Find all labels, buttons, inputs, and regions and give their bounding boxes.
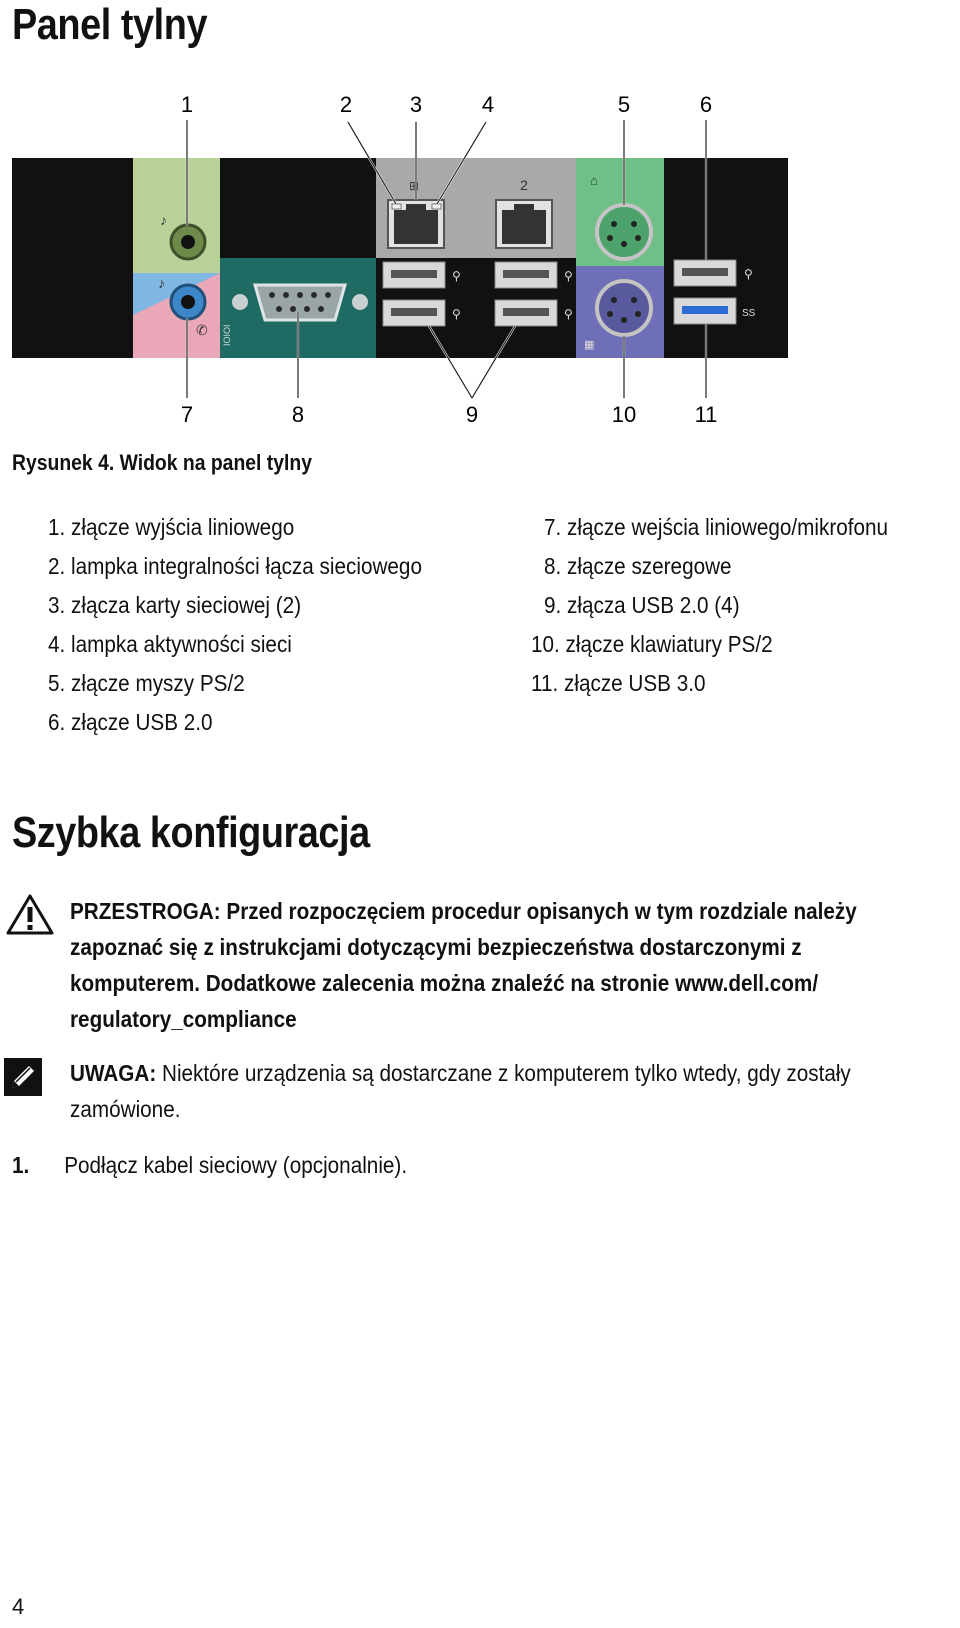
caution-text: [70, 893, 934, 1037]
ps2-mouse-port: [597, 205, 651, 259]
callout-1: 1: [180, 92, 194, 117]
nic2-mark: 2: [520, 177, 528, 193]
step-1: [12, 1152, 407, 1179]
note-label: UWAGA:: [70, 1060, 157, 1086]
legend-num: 11.: [531, 670, 559, 696]
legend-item-1: [48, 514, 294, 541]
step-text: Podłącz kabel sieciowy (opcjonalnie).: [64, 1152, 408, 1178]
usb-icon: ⚲: [564, 307, 573, 321]
figure-caption: Rysunek 4. Widok na panel tylny: [12, 450, 312, 475]
audio-in-icon: ♪: [158, 275, 165, 291]
legend-text: złącze wejścia liniowego/mikrofonu: [567, 514, 889, 540]
usb-icon: ⚲: [452, 307, 461, 321]
keyboard-icon: ▦: [584, 339, 595, 351]
note-pencil-icon: [4, 1058, 42, 1096]
legend-item-8: [544, 553, 732, 580]
callout-2: 2: [339, 92, 353, 117]
legend-text: lampka aktywności sieci: [71, 631, 292, 657]
legend-item-10: [531, 631, 773, 658]
legend-text: złącze szeregowe: [567, 553, 732, 579]
legend-num: 6.: [48, 709, 66, 735]
legend-text: złącza karty sieciowej (2): [71, 592, 302, 618]
legend-text: złącze USB 2.0: [71, 709, 213, 735]
note-line: zamówione.: [70, 1096, 181, 1122]
legend-text: lampka integralności łącza sieciowego: [71, 553, 422, 579]
legend-text: złącza USB 2.0 (4): [567, 592, 740, 618]
legend-text: złącze wyjścia liniowego: [71, 514, 295, 540]
callout-8: 8: [291, 402, 305, 427]
rear-panel-illustration: [0, 80, 960, 440]
usb-icon: ⚲: [744, 267, 753, 281]
legend-num: 7.: [544, 514, 562, 540]
callout-9: 9: [465, 402, 479, 427]
page-title: Panel tylny: [12, 0, 208, 49]
step-number: 1.: [12, 1152, 30, 1178]
legend-text: złącze klawiatury PS/2: [565, 631, 773, 657]
callout-5: 5: [617, 92, 631, 117]
legend-num: 8.: [544, 553, 562, 579]
legend-item-9: [544, 592, 740, 619]
network-icon: ⊞: [408, 179, 420, 193]
caution-line: zapoznać się z instrukcjami dotyczącymi bezpieczeństwa dostarczonymi z: [70, 934, 802, 960]
legend-num: 5.: [48, 670, 66, 696]
callout-6: 6: [699, 92, 713, 117]
page-number: 4: [12, 1594, 25, 1619]
legend-num: 3.: [48, 592, 66, 618]
activity-light: [432, 204, 441, 209]
callout-10: 10: [611, 402, 637, 427]
legend-item-4: [48, 631, 292, 658]
legend-item-11: [531, 670, 706, 697]
link-light: [392, 204, 401, 209]
callout-4: 4: [481, 92, 495, 117]
legend-item-5: [48, 670, 245, 697]
legend-item-6: [48, 709, 213, 736]
legend-num: 10.: [531, 631, 560, 657]
legend-num: 2.: [48, 553, 66, 579]
usb-icon: ⚲: [564, 269, 573, 283]
serial-mark: IOIOI: [222, 324, 232, 346]
caution-icon: [6, 893, 54, 935]
ps2-keyboard-port: [597, 281, 651, 335]
caution-line: komputerem. Dodatkowe zalecenia można znaleźć na stronie www.dell.com/: [70, 970, 819, 996]
mic-icon: ✆: [196, 322, 208, 338]
note-line: Niektóre urządzenia są dostarczane z komputerem tylko wtedy, gdy zostały: [156, 1060, 851, 1086]
mouse-icon: ⌂: [590, 173, 598, 188]
caution-line: regulatory_compliance: [70, 1006, 297, 1032]
usb3-icon: SS: [742, 308, 756, 319]
callout-3: 3: [409, 92, 423, 117]
section-title: Szybka konfiguracja: [12, 808, 370, 857]
legend-num: 9.: [544, 592, 562, 618]
caution-line: PRZESTROGA: Przed rozpoczęciem procedur opisanych w tym rozdziale należy: [70, 898, 857, 924]
note-text: [70, 1055, 934, 1127]
rear-panel-figure: [0, 80, 960, 440]
serial-port: [255, 285, 345, 320]
legend-item-3: [48, 592, 301, 619]
callout-7: 7: [180, 402, 194, 427]
legend-text: złącze myszy PS/2: [71, 670, 245, 696]
legend-text: złącze USB 3.0: [564, 670, 706, 696]
usb-icon: ⚲: [452, 269, 461, 283]
legend-item-7: [544, 514, 888, 541]
callout-11: 11: [694, 402, 718, 427]
audio-out-icon: ♪: [160, 212, 167, 228]
legend-item-2: [48, 553, 422, 580]
legend-num: 4.: [48, 631, 66, 657]
legend-num: 1.: [48, 514, 66, 540]
